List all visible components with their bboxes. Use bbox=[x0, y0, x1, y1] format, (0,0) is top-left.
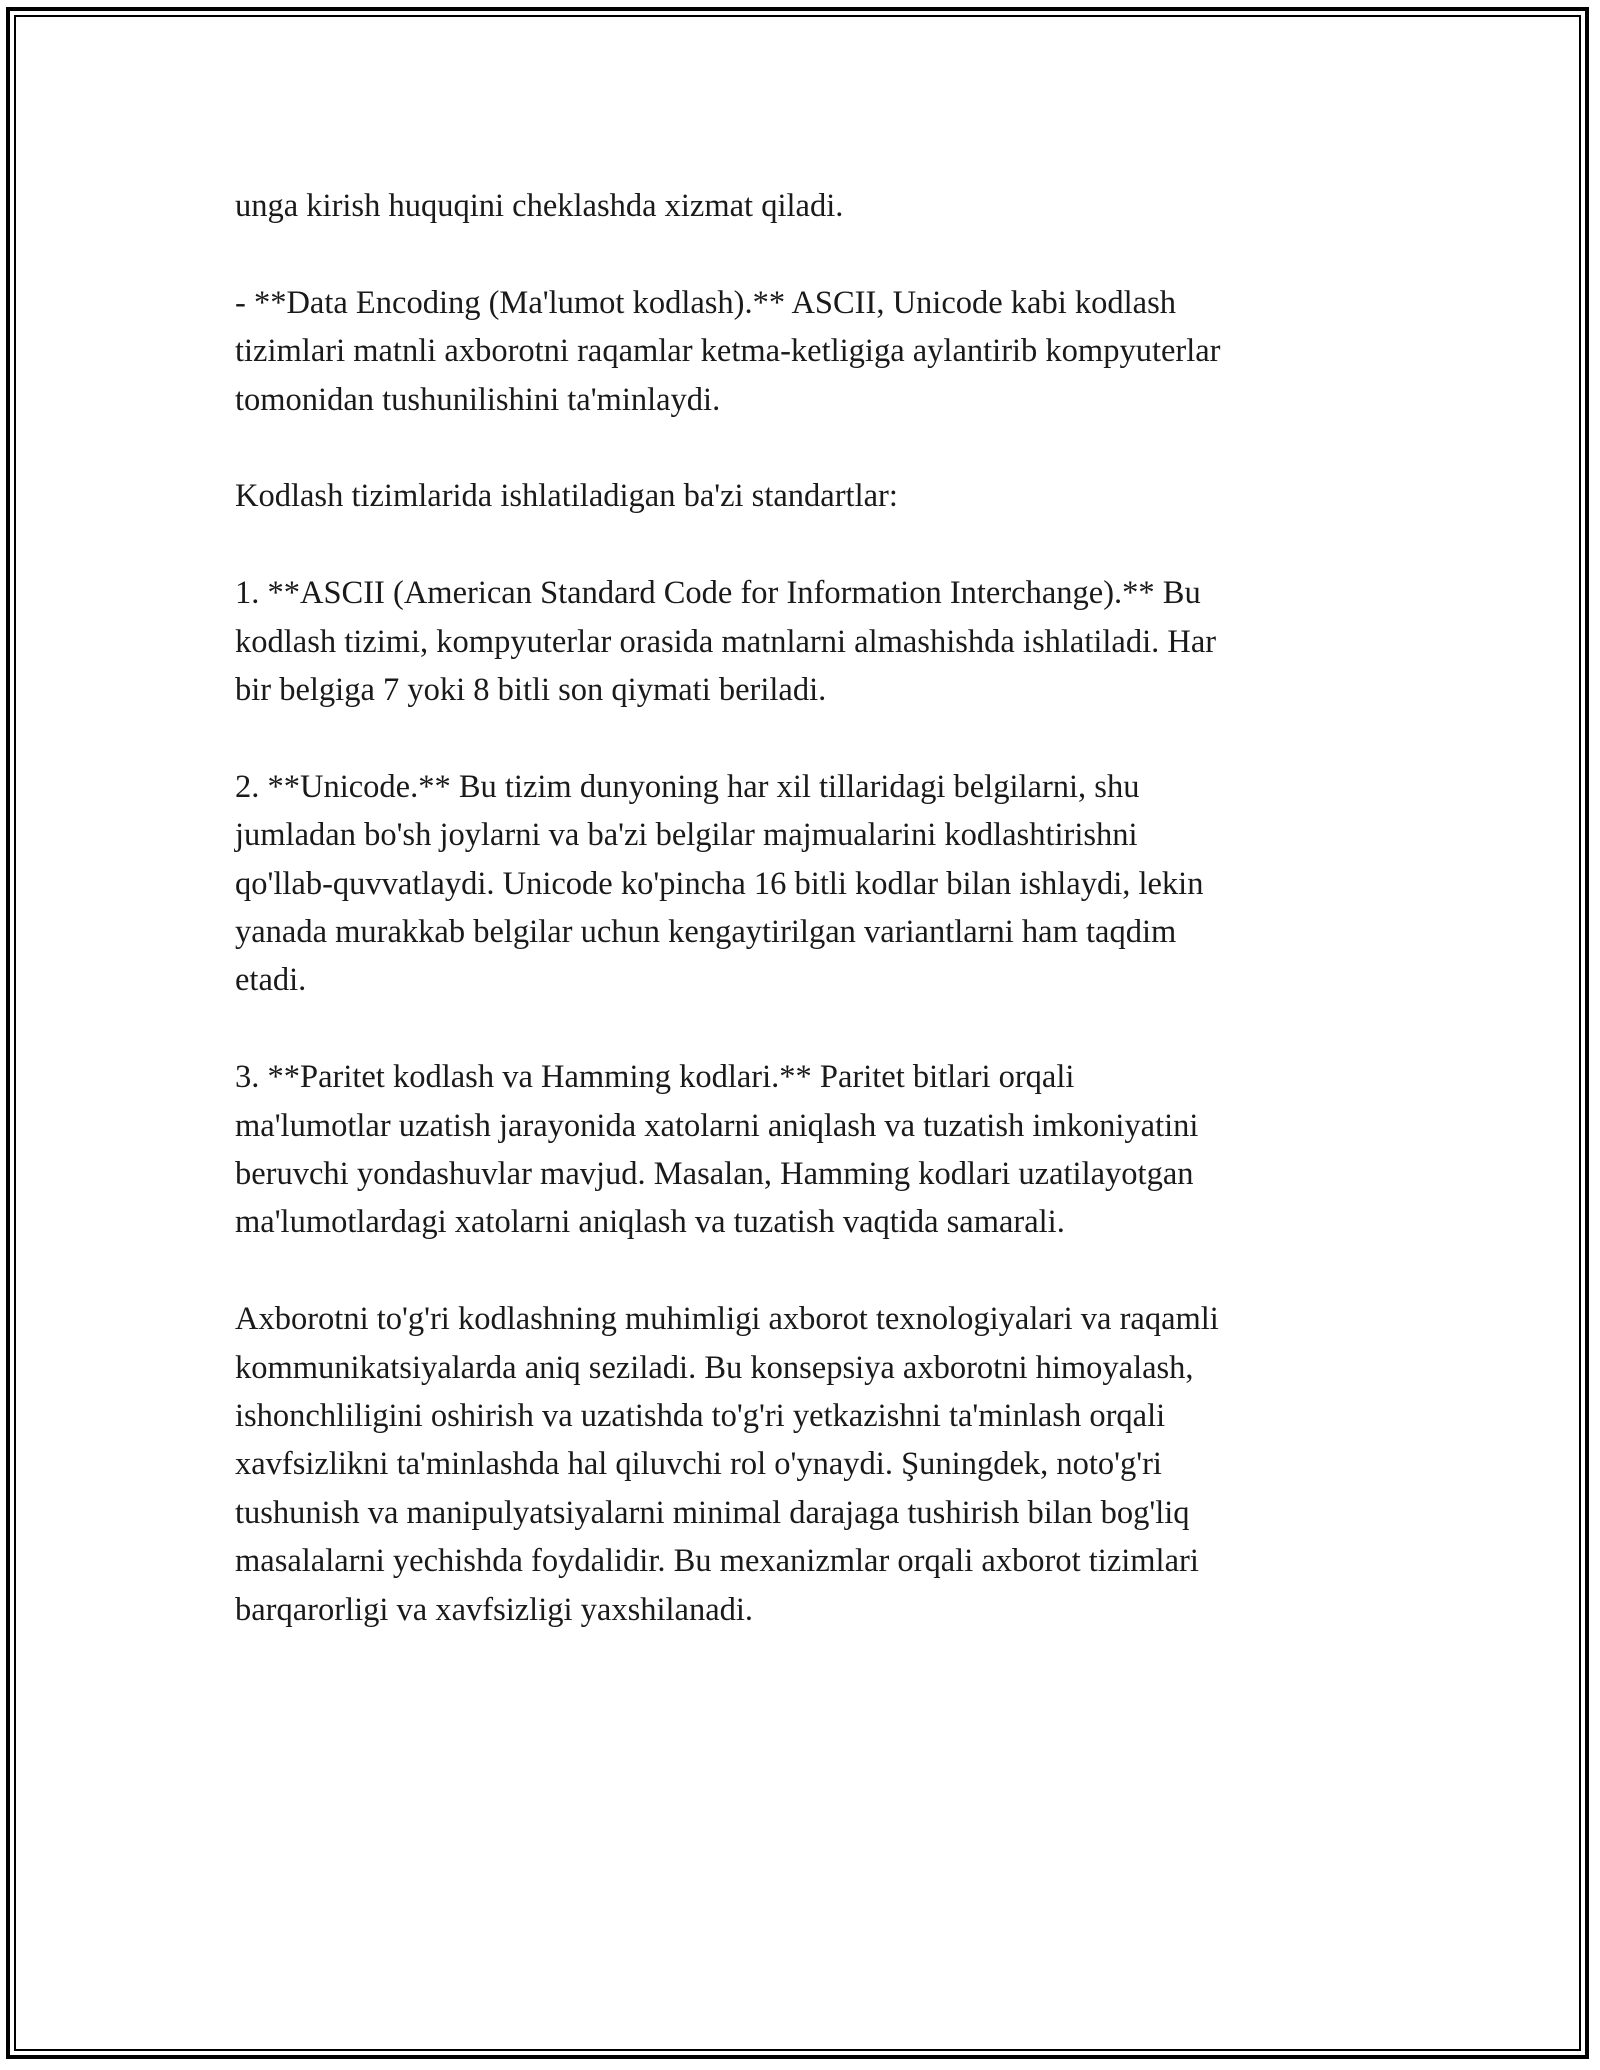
document-body bbox=[235, 182, 1365, 1634]
paragraph-standards-intro: Kodlash tizimlarida ishlatiladigan ba'zi standartlar: bbox=[235, 478, 898, 515]
paragraph-data-encoding: - **Data Encoding (Ma'lumot kodlash).** ASCII, Unicode kabi kodlash tizimlari matnli axborotni raqamlar ketma-ketligiga aylantirib kompyuterlar tomonidan tushunilishini ta'minlaydi. bbox=[235, 284, 1221, 418]
paragraph-parity-hamming: 3. **Paritet kodlash va Hamming kodlari.** Paritet bitlari orqali ma'lumotlar uzatish jarayonida xatolarni aniqlash va tuzatish imkoniyatini beruvchi yondashuvlar mavjud. Masalan, Hamming kodlari uzatilayotgan ma'lumotlardagi xatolarni aniqlash va tuzatish vaqtida samarali. bbox=[235, 1059, 1199, 1241]
paragraph-ascii: 1. **ASCII (American Standard Code for Information Interchange).** Bu kodlash tizimi, kompyuterlar orasida matnlarni almashishda ishlatiladi. Har bir belgiga 7 yoki 8 bitli son qiymati beriladi. bbox=[235, 575, 1217, 709]
paragraph-conclusion: Axborotni to'g'ri kodlashning muhimligi axborot texnologiyalari va raqamli kommunikatsiyalarda aniq seziladi. Bu konsepsiya axborotni himoyalash, ishonchliligini oshirish va uzatishda to'g'ri yetkazishni ta'minlash orqali xavfsizlikni ta'minlashda hal qiluvchi rol o'ynaydi. Şuningdek, noto'g'ri tushunish va manipulyatsiyalarni minimal darajaga tushirish bilan bog'liq masalalarni yechishda foydalidir. Bu mexanizmlar orqali axborot tizimlari barqarorligi va xavfsizligi yaxshilanadi. bbox=[235, 1301, 1219, 1628]
paragraph-access-restriction: unga kirish huquqini cheklashda xizmat qiladi. bbox=[235, 188, 844, 224]
paragraph-unicode: 2. **Unicode.** Bu tizim dunyoning har xil tillaridagi belgilarni, shu jumladan bo'sh joylarni va ba'zi belgilar majmualarini kodlashtirishni qo'llab-quvvatlaydi. Unicode ko'pincha 16 bitli kodlar bilan ishlaydi, lekin yanada murakkab belgilar uchun kengaytirilgan variantlarni ham taqdim etadi. bbox=[235, 768, 1204, 999]
